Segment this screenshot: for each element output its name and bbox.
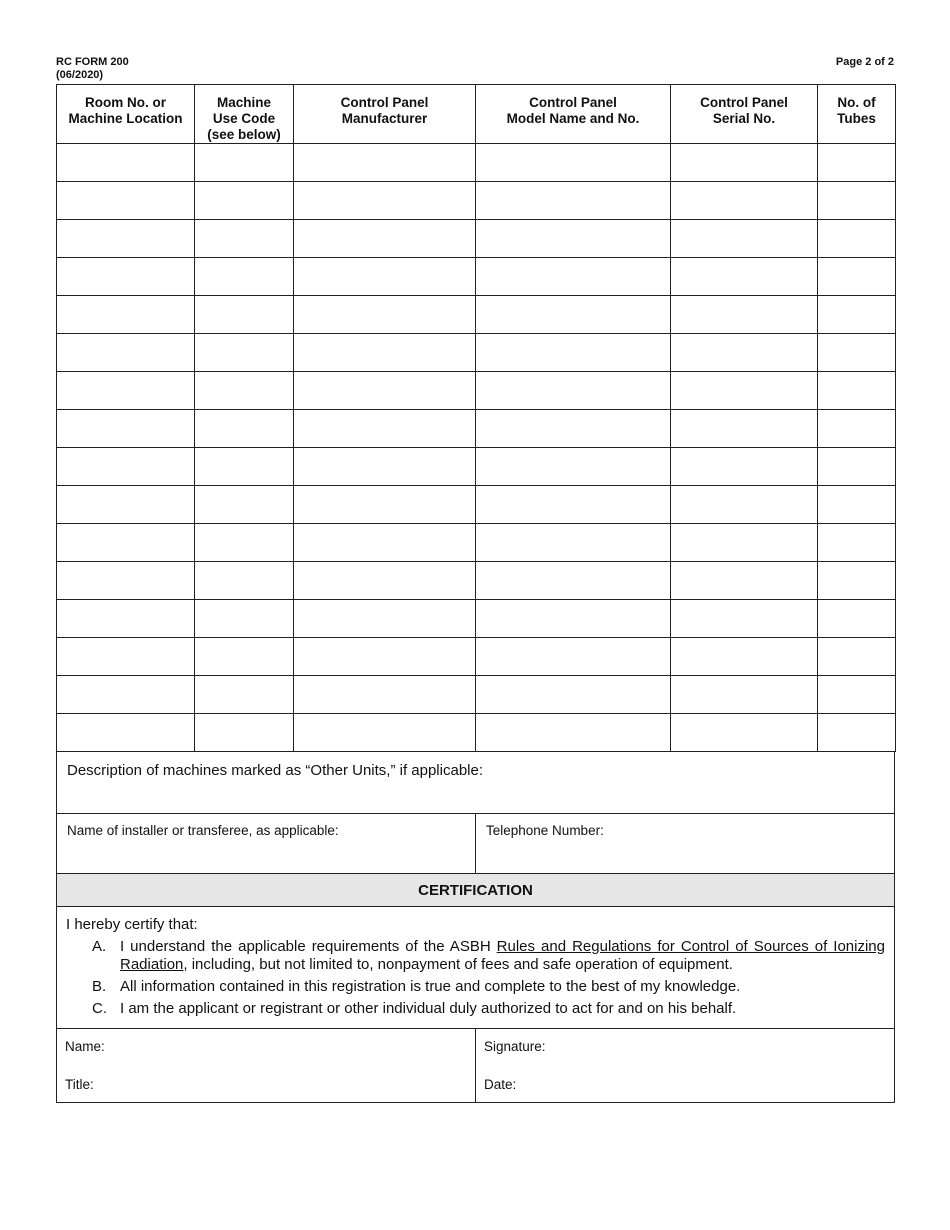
cell-tubes[interactable] (818, 714, 896, 752)
cell-serial[interactable] (671, 676, 818, 714)
cell-machine-use-code[interactable] (195, 182, 294, 220)
cell-room-location[interactable] (57, 258, 195, 296)
cell-model[interactable] (476, 258, 671, 296)
table-row (57, 448, 896, 486)
cell-serial[interactable] (671, 714, 818, 752)
cell-model[interactable] (476, 562, 671, 600)
cell-manufacturer[interactable] (294, 334, 476, 372)
cell-machine-use-code[interactable] (195, 562, 294, 600)
cell-room-location[interactable] (57, 182, 195, 220)
cell-room-location[interactable] (57, 144, 195, 182)
telephone-field[interactable] (476, 814, 894, 873)
rules-title: Rules and Regulations for Control of Sources of Ionizing Radiation (120, 938, 885, 973)
cell-machine-use-code[interactable] (195, 296, 294, 334)
cell-machine-use-code[interactable] (195, 448, 294, 486)
cell-model[interactable] (476, 676, 671, 714)
cell-manufacturer[interactable] (294, 410, 476, 448)
table-header-row (57, 85, 896, 144)
cell-serial[interactable] (671, 182, 818, 220)
cell-manufacturer[interactable] (294, 448, 476, 486)
cell-tubes[interactable] (818, 182, 896, 220)
cell-machine-use-code[interactable] (195, 258, 294, 296)
form-number: RC FORM 200 (56, 56, 129, 68)
cell-machine-use-code[interactable] (195, 676, 294, 714)
machine-table (56, 84, 896, 752)
form-id (56, 56, 129, 82)
list-item-text: I am the applicant or registrant or other individual duly authorized to act for and on his behalf. (120, 1000, 737, 1017)
cell-machine-use-code[interactable] (195, 714, 294, 752)
table-row (57, 714, 896, 752)
table-row (57, 524, 896, 562)
cell-room-location[interactable] (57, 638, 195, 676)
cell-tubes[interactable] (818, 372, 896, 410)
cell-machine-use-code[interactable] (195, 220, 294, 258)
table-row (57, 144, 896, 182)
cell-room-location[interactable] (57, 714, 195, 752)
title-field[interactable]: Title: (65, 1077, 94, 1092)
signature-field[interactable]: Signature: (484, 1039, 546, 1054)
cell-room-location[interactable] (57, 676, 195, 714)
cell-room-location[interactable] (57, 448, 195, 486)
cell-model[interactable] (476, 182, 671, 220)
cell-model[interactable] (476, 486, 671, 524)
table-row (57, 258, 896, 296)
col-header-room-location: Room No. or Machine Location (57, 85, 195, 144)
cell-manufacturer[interactable] (294, 562, 476, 600)
cell-serial[interactable] (671, 220, 818, 258)
cell-manufacturer[interactable] (294, 372, 476, 410)
page-number: Page 2 of 2 (835, 56, 894, 68)
installer-name-field[interactable] (57, 814, 476, 873)
signature-block (56, 1029, 895, 1103)
list-marker: A. (92, 938, 107, 955)
list-item-text: All information contained in this registration is true and complete to the best of my knowledge. (120, 978, 741, 995)
cell-serial[interactable] (671, 562, 818, 600)
cell-manufacturer[interactable] (294, 676, 476, 714)
certification-item-c (66, 1000, 885, 1018)
cell-serial[interactable] (671, 524, 818, 562)
col-header-model: Control Panel Model Name and No. (476, 85, 671, 144)
cell-tubes[interactable] (818, 296, 896, 334)
table-row (57, 638, 896, 676)
cell-manufacturer[interactable] (294, 220, 476, 258)
cell-manufacturer[interactable] (294, 182, 476, 220)
date-field[interactable]: Date: (484, 1077, 517, 1092)
cell-serial[interactable] (671, 448, 818, 486)
list-item-text: I understand the applicable requirements of the ASBH Rules and Regulations for Control of Sources of Ionizing Radiation, including, but not limited to, nonpayment of fees and safe operation of equipment. (120, 938, 885, 973)
cell-serial[interactable] (671, 638, 818, 676)
list-marker: B. (92, 978, 107, 995)
certification-title: CERTIFICATION (56, 874, 895, 907)
cell-serial[interactable] (671, 258, 818, 296)
cell-tubes[interactable] (818, 448, 896, 486)
cell-machine-use-code[interactable] (195, 600, 294, 638)
certification-lead: I hereby certify that: (66, 916, 198, 933)
cell-machine-use-code[interactable] (195, 372, 294, 410)
cell-tubes[interactable] (818, 562, 896, 600)
cell-serial[interactable] (671, 372, 818, 410)
cell-room-location[interactable] (57, 410, 195, 448)
table-row (57, 296, 896, 334)
installer-name-label: Name of installer or transferee, as applicable: (67, 823, 339, 838)
cell-tubes[interactable] (818, 638, 896, 676)
table-row (57, 600, 896, 638)
col-header-manufacturer: Control Panel Manufacturer (294, 85, 476, 144)
cell-tubes[interactable] (818, 410, 896, 448)
other-units-description-label: Description of machines marked as “Other Units,” if applicable: (67, 762, 484, 779)
cell-room-location[interactable] (57, 524, 195, 562)
cell-serial[interactable] (671, 486, 818, 524)
cell-room-location[interactable] (57, 486, 195, 524)
cell-serial[interactable] (671, 144, 818, 182)
cell-tubes[interactable] (818, 600, 896, 638)
cell-tubes[interactable] (818, 220, 896, 258)
col-header-machine-use-code: Machine Use Code (see below) (195, 85, 294, 144)
name-field[interactable]: Name: (65, 1039, 105, 1054)
cell-manufacturer[interactable] (294, 524, 476, 562)
cell-model[interactable] (476, 638, 671, 676)
cell-room-location[interactable] (57, 372, 195, 410)
form-body (56, 84, 895, 1103)
table-body (57, 144, 896, 752)
cell-model[interactable] (476, 372, 671, 410)
cell-serial[interactable] (671, 334, 818, 372)
cell-room-location[interactable] (57, 296, 195, 334)
table-row (57, 372, 896, 410)
table-row (57, 410, 896, 448)
cell-room-location[interactable] (57, 334, 195, 372)
table-row (57, 334, 896, 372)
cell-tubes[interactable] (818, 258, 896, 296)
signature-date-cell (476, 1029, 894, 1102)
name-title-cell (57, 1029, 476, 1102)
cell-tubes[interactable] (818, 144, 896, 182)
cell-manufacturer[interactable] (294, 714, 476, 752)
cell-model[interactable] (476, 220, 671, 258)
cell-manufacturer[interactable] (294, 144, 476, 182)
cell-model[interactable] (476, 410, 671, 448)
col-header-serial: Control Panel Serial No. (671, 85, 818, 144)
cell-machine-use-code[interactable] (195, 410, 294, 448)
cell-room-location[interactable] (57, 220, 195, 258)
cell-tubes[interactable] (818, 524, 896, 562)
cell-model[interactable] (476, 448, 671, 486)
cell-machine-use-code[interactable] (195, 638, 294, 676)
cell-tubes[interactable] (818, 676, 896, 714)
cell-model[interactable] (476, 144, 671, 182)
installer-row (56, 814, 895, 874)
cell-manufacturer[interactable] (294, 600, 476, 638)
cell-manufacturer[interactable] (294, 296, 476, 334)
cell-model[interactable] (476, 714, 671, 752)
other-units-description-field[interactable] (56, 752, 895, 814)
certification-statement (56, 907, 895, 1029)
col-header-tubes: No. of Tubes (818, 85, 896, 144)
cell-serial[interactable] (671, 600, 818, 638)
cell-room-location[interactable] (57, 600, 195, 638)
table-row (57, 220, 896, 258)
table-row (57, 486, 896, 524)
cell-serial[interactable] (671, 410, 818, 448)
cell-manufacturer[interactable] (294, 258, 476, 296)
certification-item-a (66, 938, 885, 974)
cell-serial[interactable] (671, 296, 818, 334)
cell-manufacturer[interactable] (294, 486, 476, 524)
telephone-label: Telephone Number: (486, 823, 604, 838)
cell-model[interactable] (476, 296, 671, 334)
list-marker: C. (92, 1000, 107, 1017)
cell-room-location[interactable] (57, 562, 195, 600)
cell-tubes[interactable] (818, 334, 896, 372)
cell-manufacturer[interactable] (294, 638, 476, 676)
certification-item-b (66, 978, 885, 996)
table-row (57, 676, 896, 714)
cell-machine-use-code[interactable] (195, 334, 294, 372)
cell-model[interactable] (476, 600, 671, 638)
cell-machine-use-code[interactable] (195, 486, 294, 524)
table-row (57, 182, 896, 220)
table-row (57, 562, 896, 600)
form-revision-date: (06/2020) (56, 69, 104, 81)
cell-model[interactable] (476, 334, 671, 372)
cell-model[interactable] (476, 524, 671, 562)
cell-machine-use-code[interactable] (195, 524, 294, 562)
cell-tubes[interactable] (818, 486, 896, 524)
cell-machine-use-code[interactable] (195, 144, 294, 182)
certification-list (66, 938, 885, 1018)
